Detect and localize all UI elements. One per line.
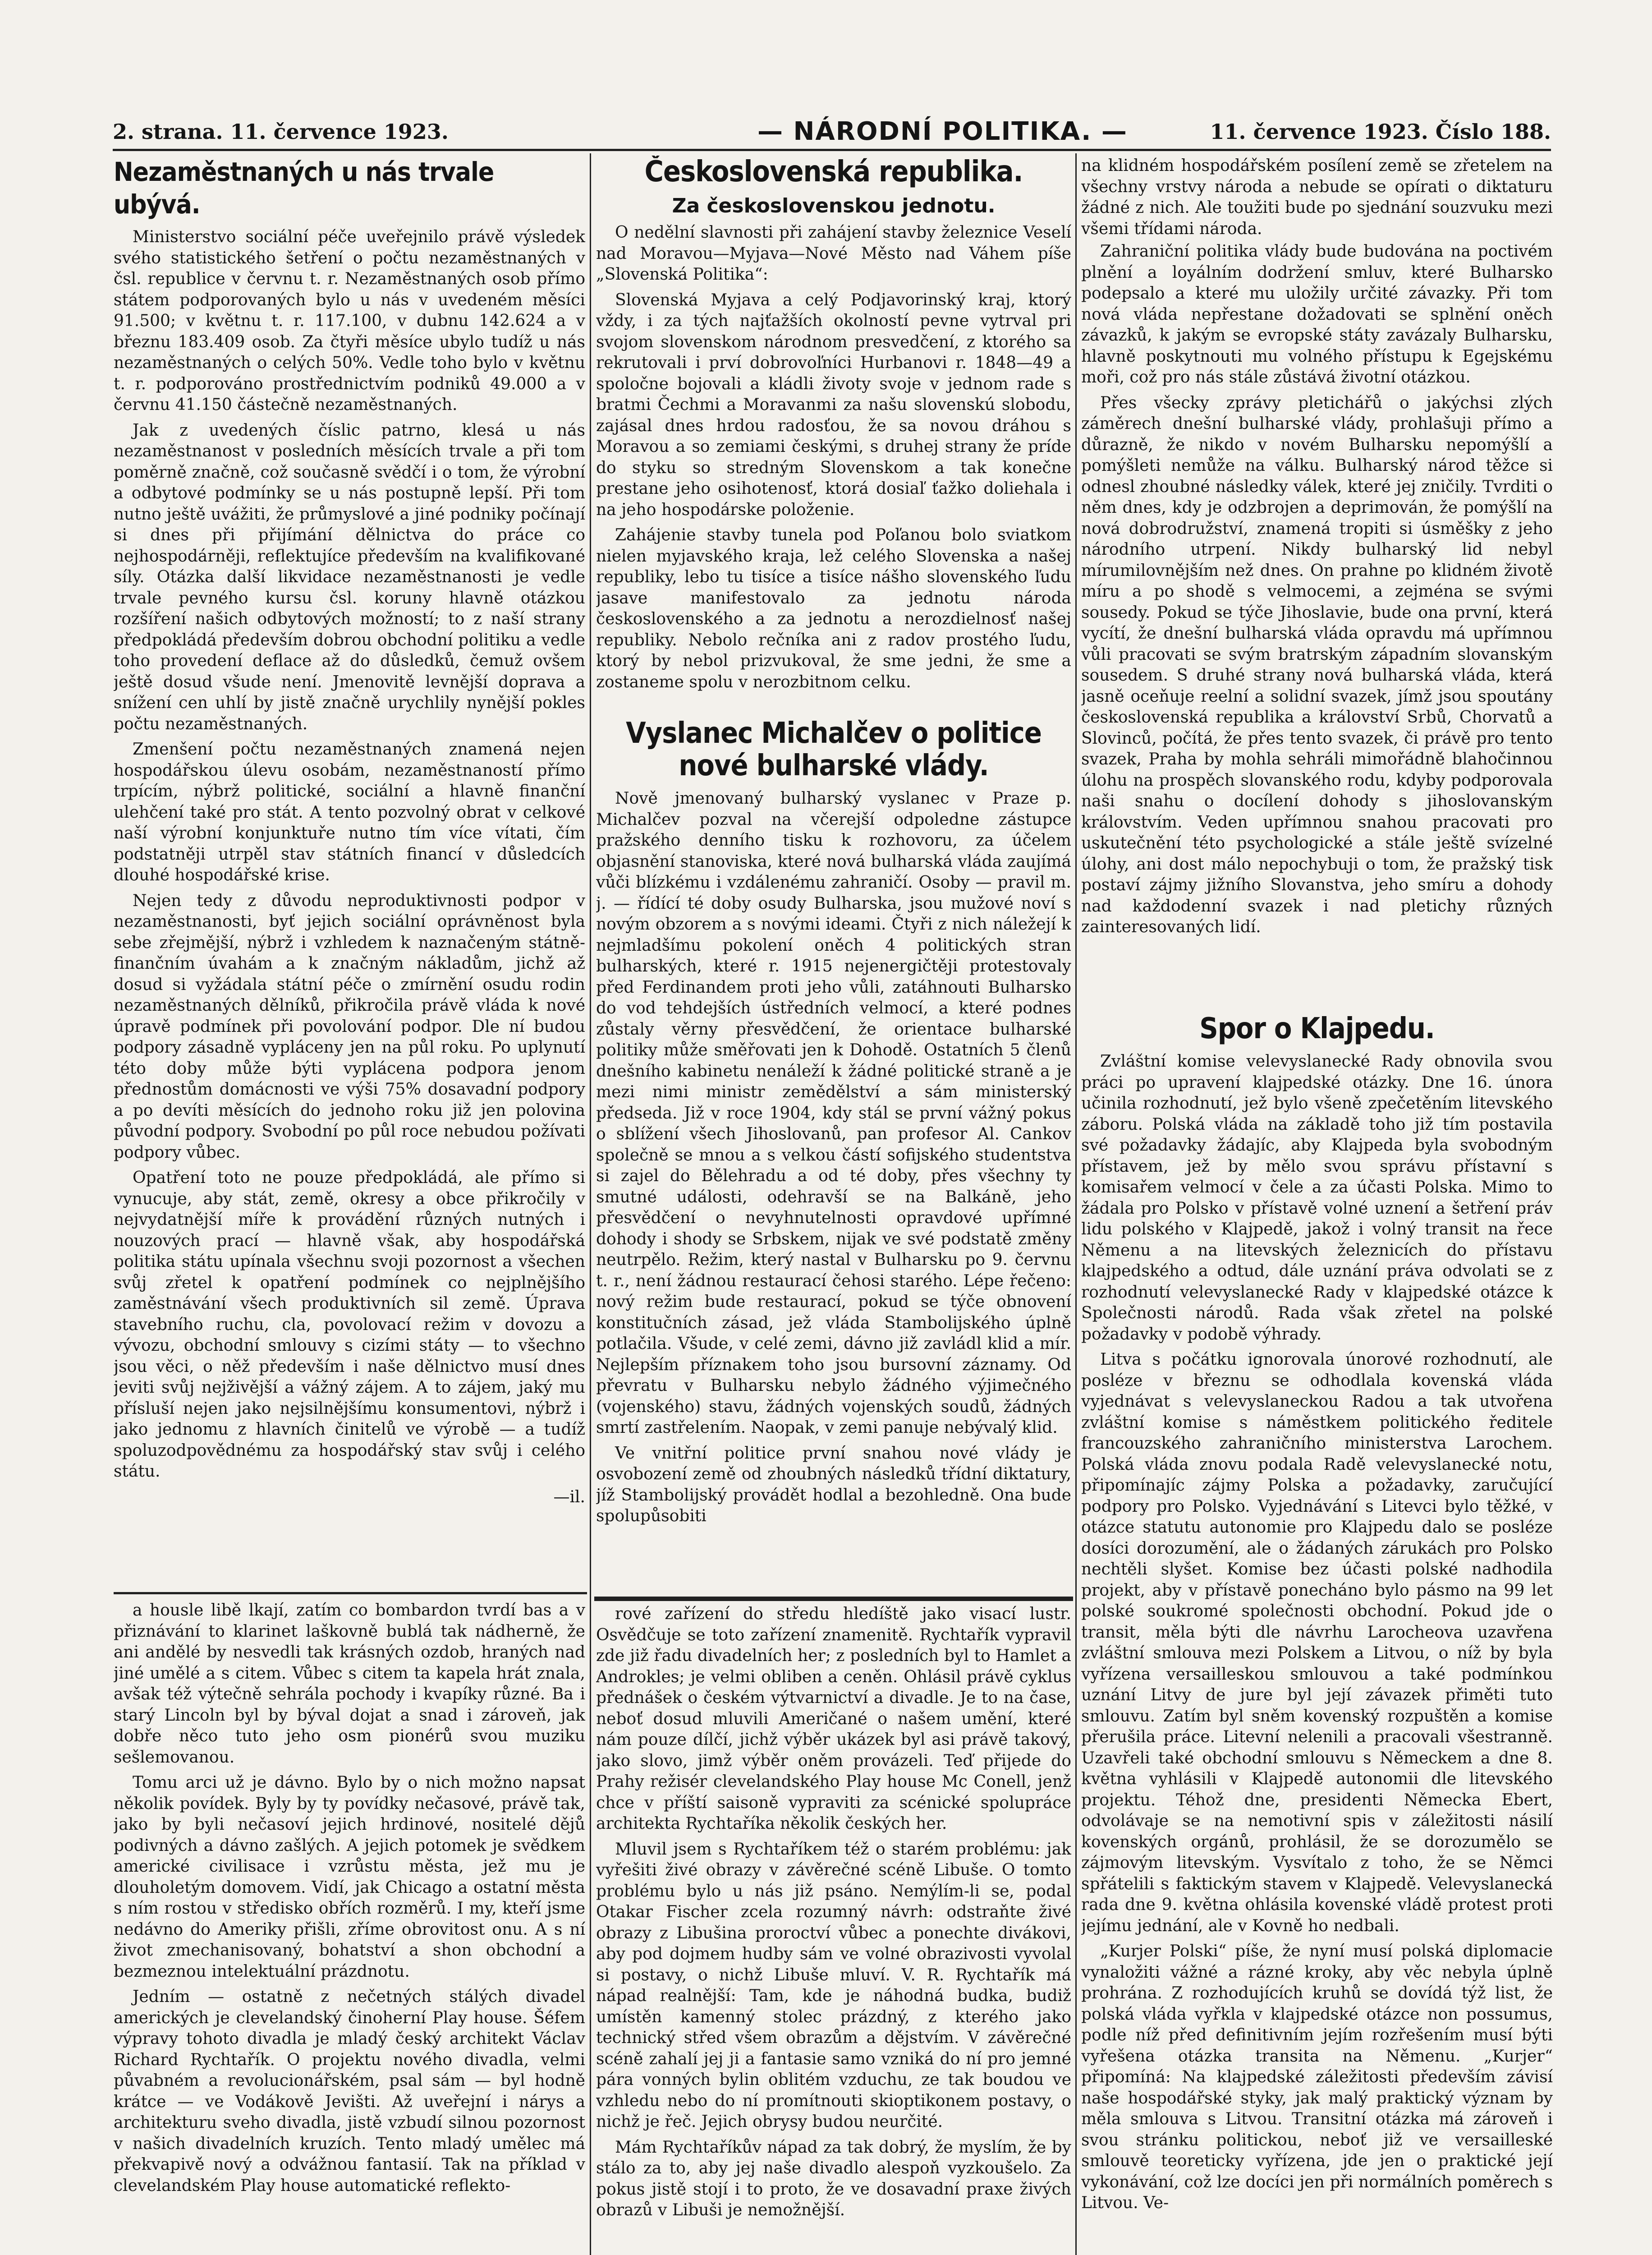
feuilleton-rule-middle bbox=[594, 1597, 1073, 1601]
article-czechoslovak-republic bbox=[596, 156, 1071, 710]
article-title: Spor o Klajpedu. bbox=[1199, 1012, 1435, 1045]
article-paragraph: Zmenšení počtu nezaměstnaných znamená nejen hospodářskou úlevu osobám, nezaměstnaností přímo trpícím, nýbrž politické, sociální a hlavně finanční ulehčení také pro stát. A tento pozvolný obrat v celkové naší výrobní konjunktuře nutno tím více vítati, čím podstatněji utrpěl stav státních financí v důsledcích dlouhé hospodářské krise. bbox=[114, 740, 585, 884]
article-paragraph: Zahájenie stavby tunela pod Poľanou bolo sviatkom nielen myjavského kraja, lež celého Slovenska a našej republiky, lebo tu tisíce a tisíce nášho slovenského ľudu jasave manifestovalo za jednotu národa československého a za jednotu a nerozdielnosť našej republiky. Nebolo rečníka ani z radov prostého ľudu, ktorý by nebol prizvukoval, že sme jedni, že sme a zostaneme spolu v nerozbitnom celku. bbox=[596, 526, 1071, 691]
article-paragraph: „Kurjer Polski“ píše, že nyní musí polská diplomacie vynaložiti vážné a rázné kroky, aby věc nebyla úplně prohrána. Z rozhodujících kruhů se dovídá týž list, že polská vláda vyřkla v klajpedské otázce non possumus, podle níž před definitivním jejím rozřešením musí býti vyřešena otázka transita na Němenu. „Kurjer“ připomíná: Na klajpedské záležitosti především závisí naše hospodářské styky, jak malý praktický význam by měla smlouva s Litvou. Transitní otázka má zároveň i svou stránku politickou, neboť již ve versailleské smlouvě teoreticky vyřízena, jde jen o praktické její vykonávání, což lze docíci jen při normálních poměrech s Litvou. Ve- bbox=[1081, 1942, 1553, 2212]
header-rule bbox=[113, 149, 1551, 151]
article-title: Vyslanec Michalčev o politice nové bulharské vlády. bbox=[626, 717, 1042, 782]
article-paragraph: Zvláštní komise velevyslanecké Rady obnovila svou práci po upravení klajpedské otázky. Dne 16. února učinila rozhodnutí, jež bylo všeně zpečetěním litevského záboru. Polská vláda na základě toho již tím postavila své požadavky žádajíc, aby Klajpeda byla svobodným přístavem, jež by mělo svou správu přístavní s komisařem velmocí v čele a za účasti Polska. Mimo to žádala pro Polsko v přístavě volné uznení a šetření práv lidu polského v Klajpedě, jakož i volný transit na řece Němenu a na litevských železnicích do přístavu klajpedského a odtud, dále uznání práva odvolati se z rozhodnutí velevyslanecké Rady v klajpedské otázce k Společnosti národů. Rada však zřetel na polské požadavky v podobě výhrady. bbox=[1081, 1052, 1553, 1344]
feuilleton-paragraph: a housle libě lkají, zatím co bombardon tvrdí bas a v přiznávání to klarinet laškovně bublá tak nádherně, že ani andělé by nesvedli tak krásných ozdob, hraných nad jiné umělé a s citem. Vůbec s citem ta kapela hrát znala, avšak též výtečně sehrála pochody i kvapíky různé. Ba i starý Lincoln byl by býval dojat a snad i zároveň, jak dobře něco tuto jeho osm pionérů svou muziku sešlemovanou. bbox=[114, 1601, 585, 1767]
article-paragraph: Ve vnitřní politice první snahou nové vlády je osvobození země od zhoubných následků třídní diktatury, jíž Stambolijský provádět hodlal a bezohledně. Ona bude spolupůsobiti bbox=[596, 1444, 1071, 1525]
page-header bbox=[113, 115, 1551, 151]
article-paragraph: Jak z uvedených číslic patrno, klesá u nás nezaměstnanost v posledních měsících trvale a při tom poměrně značně, což současně svědčí i o tom, že výrobní a odbytové podmínky se u nás postupně lepší. Při tom nutno ještě uvážiti, že průmyslové a jiné podniky počínají si dnes při přijímání dělnictva do práce co nejhospodárněji, reflektujíce především na kvalifikované síly. Otázka další likvidace nezaměstnanosti je vedle trvale pevného kursu čsl. koruny hlavně otázkou rozšíření našich odbytových možností; to z naší strany předpokládá především dobrou obchodní politiku a vedle toho provedení deflace až do důsledků, čemuž ovšem ještě dosud všude není. Jmenovitě levnější doprava a snížení cen uhlí by jistě značně urychlily nynější pokles počtu nezaměstnaných. bbox=[114, 421, 585, 733]
column-divider-right bbox=[1075, 153, 1077, 2255]
article-paragraph: Litva s počátku ignorovala únorové rozhodnutí, ale posléze v březnu se odhodlala kovenská vláda vyjednávat s velevyslaneckou Radou a tak utvořena zvláštní komise s náměstkem politického ředitele francouzského zahraničního ministerstva Larochem. Polská vláda znovu podala Radě velevyslanecké notu, připomínajíc zájmy Polska a požadavky, zaručující podpory pro Polsko. Vyjednávání s Litevci bylo těžké, v otázce statutu autonomie pro Klajpedu dalo se posléze dosíci dorozumění, ale o žádaných zárukách pro Polsko nechtěli slyšet. Komise bez účasti polské nadhodila projekt, aby v přístavě ponecháno bylo pásmo na 99 let polské soukromé společnosti obchodní. Pokud jde o transit, měla býti dle návrhu Larocheova uzavřena zvláštní smlouva mezi Polskem a Litvou, o níž by byla vyřízena versailleskou smlouvou a také podmínkou uznání Litvy de jure byl její závazek přiměti tuto smlouvu. Zatím byl sněm kovenský rozpuštěn a komise přerušila práce. Litevní nelenili a pracovali všestranně. Uzavřeli také obchodní smlouvu s Německem a dne 8. května vyhlásili v Klajpedě autonomii dle litevského projektu. Téhož dne, presidenti Německa Ebert, odvolávaje se na nemotivní spis v záležitosti násilí kovenských orgánů, prohlásil, že se dorozumělo se zájmovým litevským. Vysvítalo z toho, že se Němci spřátelili s faktickým stavem v Klajpedě. Velevyslanecká rada dne 9. května ohlásila kovenské vládě protest proti jejímu jednání, ale v Kovně ho nedbali. bbox=[1081, 1350, 1553, 1935]
article-paragraph: Opatření toto ne pouze předpokládá, ale přímo si vynucuje, aby stát, země, okresy a obce přikročily v nejvydatnější míře k provádění různých nutných i nouzových prací — hlavně však, aby hospodářská politika státu upínala všechnu svoji pozornost a všechen svůj zřetel k opatření podmínek co nejplnějšího zaměstnávání všech produktivních sil země. Úprava stavebního ruchu, cla, povolovací režim v dovozu a vývozu, obchodní smlouvy s cizími státy — to všechno jsou věci, o něž především i naše dělnictvo musí dnes jeviti svůj nejživější a vážný zájem. A to zájem, jaký mu přísluší nejen jako nejsilnějšímu konsumentovi, nýbrž i jako jednomu z hlavních činitelů ve výrobě — a tudíž spoluzodpovědnému za hospodářský stav svůj i celého státu. bbox=[114, 1169, 585, 1481]
feuilleton-rule-left bbox=[114, 1592, 587, 1594]
feuilleton-part-1 bbox=[114, 1600, 585, 2255]
article-paragraph: Slovenská Myjava a celý Podjavorinský kraj, ktorý vždy, i za tých najťažších okolností pevne vytrval pri svojom slovenskom národnom presvedčení, z ktorého sa rekrutovali i prví dobrovoľníci Hurbanovi r. 1848—49 a spoločne bojovali a kládli životy svoje v jednom rade s bratmi Čechmi a Moravanmi za našu slovenskú slobodu, zajásal dnes hrdou radosťou, že sa novou dráhou s Moravou a so zemiami českými, s druhej strany že príde do styku so stredným Slovenskom a tak konečne prestane jeho osihotenosť, ktorá dosiaľ ťažko doliehala i na jeho hospodárske položenie. bbox=[596, 290, 1071, 519]
article-paragraph: O nedělní slavnosti při zahájení stavby železnice Veselí nad Moravou—Myjava—Nové Město nad Váhem píše „Slovenská Politika“: bbox=[596, 223, 1071, 284]
section-title: Československá republika. bbox=[644, 156, 1023, 189]
article-paragraph: Přes všecky zprávy pletichářů o jakýchsi zlých záměrech dnešní bulharské vlády, prohlašuji přímo a důrazně, že nikdo v novém Bulharsku nepomýšlí a pomýšleti nemůže na válku. Bulharský národ těžce si odnesl zhoubné následky válek, které jej zničily. Tvrditi o něm dnes, kdy je odzbrojen a deprimován, že pomýšlí na nová dobrodružství, znamená tropiti si úsměšky z jeho národního utrpení. Nikdy bulharský lid nebyl mírumilovnějším než dnes. On prahne po klidném životě míru a po shodě s velmocemi, a zejména se svými sousedy. Pokud se týče Jihoslavie, bude ona první, která vycítí, že dnešní bulharská vláda opravdu má upřímnou vůli pracovati se svým bratrským západním slovanským sousedem. S druhé strany nová bulharská vláda, která jasně oceňuje reelní a solidní svazek, jímž jsou spoutány československá republika a království Srbů, Chorvatů a Slovinců, počítá, že přes tento svazek, či právě pro tento svazek, Praha by mohla sehráli mimořádně blahočinnou úlohu na prospěch slovanského rodu, kdyby podporovala naši snahu o docílení dohody s jihoslovanským královstvím. Veden upřímnou snahou pracovati pro uskutečnění této psychologické a stále ještě svízelné úlohy, ani dost málo nepochybuji o tom, že pražský tisk postaví zájmy jižního Slovanstva, jeho smíru a dohody nad každodenní svazek i nad pletichy různých zainteresovaných lidí. bbox=[1081, 393, 1553, 936]
feuilleton-paragraph: Jedním — ostatně z nečetných stálých divadel amerických je clevelandský činoherní Play house. Šéfem výpravy tohoto divadla je mladý český architekt Václav Richard Rychtařík. O projektu nového divadla, velmi půvabném a revolucionářském, psal sám — byl hodně krátce — ve Vodákově Jevišti. Až uveřejní i nárys a architekturu sveho divadla, jistě vzbudí silnou pozornost v našich divadelních kruzích. Tento mladý umělec má překvapivě nový a odvážnou fantasií. Tak na příklad v clevelandském Play house automatické reflekto- bbox=[114, 1988, 585, 2195]
article-signature: —il. bbox=[553, 1487, 585, 1506]
header-issue-number: 11. července 1923. Číslo 188. bbox=[1210, 120, 1551, 144]
article-paragraph: Nejen tedy z důvodu neproduktivnosti podpor v nezaměstnanosti, byť jejich sociální oprávněnost byla sebe zřejmější, nýbrž i vzhledem k naznačeným státně-finančním úvahám a k značným nákladům, jichž až dosud si vyžádala státní péče o zmírnění osudu rodin nezaměstnaných dělníků, přikročila právě vláda k nové úpravě podmínek při povolování podpor. Dle ní budou podpory zásadně vypláceny jen na půl roku. Po uplynutí této doby může býti vyplácena podpora jenom přednostům domácnosti ve výši 75% dosavadní podpory a po devíti měsících do jednoho roku již jen polovina původní podpory. Svobodní po půl roce nebudou požívati podpory vůbec. bbox=[114, 891, 585, 1162]
article-michalcev-continued bbox=[1081, 156, 1553, 1006]
article-title: Nezaměstnaných u nás trvale ubývá. bbox=[114, 156, 494, 220]
article-paragraph: Nově jmenovaný bulharský vyslanec v Praze p. Michalčev pozval na včerejší odpoledne zástupce pražského denního tisku k rozhovoru, za účelem objasnění stanoviska, které nová bulharská vláda zaujímá vůči blízkému i vzdálenému zahraničí. Osoby — pravil m. j. — řídící té doby osudy Bulharska, jsou mužové noví s novým obzorem a s novými ideami. Čtyři z nich náležejí k nejmladšímu pokolení oněch 4 politických stran bulharských, které r. 1915 nejenergičtěji protestovaly před Ferdinandem proti jeho vůli, zatáhnouti Bulharsko do vod tehdejších ústředních velmocí, a které podnes zůstaly věrny přesvědčení, že orientace bulharské politiky může směřovati jen k Dohodě. Ostatních 5 členů dnešního kabinetu nenáleží k žádné politické straně a je mezi nimi ministr zemědělství a sám ministerský předseda. Již v roce 1904, kdy stál se první vážný pokus o sblížení všech Jihoslovanů, pan profesor Al. Cankov společně se mnou a s velkou částí sofijského studentstva si zajel do Bělehradu a od té doby, přes všechny ty smutné události, odehravší se na Balkáně, jeho přesvědčení o nevyhnutelnosti opravdové upřímné dohody i shody se Srbskem, nijak ve své podstatě změny neutrpělo. Režim, který nastal v Bulharsku po 9. červnu t. r., není žádnou restaurací čehosi starého. Lépe řečeno: nový režim bude restaurací, pokud se týče obnovení konstitučních zásad, jež vláda Stambolijského úplně potlačila. Všude, v celé zemi, dávno již zavládl klid a mír. Nejlepším příznakem toho jsou bursovní záznamy. Od převratu v Bulharsku nebylo žádného výjimečného (vojenského) stavu, žádných vojenských soudů, žádných smrtí zastřelením. Naopak, v zemi panuje nebývalý klid. bbox=[596, 789, 1071, 1437]
feuilleton-paragraph: rové zařízení do středu hledíště jako visací lustr. Osvědčuje se toto zařízení znamenitě. Rychtařík vypravil zde již řadu divadelních her; z posledních byl to Hamlet a Androkles; je velmi obliben a ceněn. Ohlásil právě cyklus přednášek o českém výtvarnictví a divadle. Je to na čase, neboť dosud mluvili Američané o našem umění, které nám pouze dílčí, jichž výběr ukázek byl asi právě takový, jako slovo, jimž výběr oněm provázeli. Teď přijede do Prahy režisér clevelandského Play house Mc Conell, jenž chce v příští saisoně vypraviti za scénické spolupráce architekta Rychtaříka několik českých her. bbox=[596, 1605, 1071, 1833]
article-paragraph: Ministerstvo sociální péče uveřejnilo právě výsledek svého statistického šetření o počtu nezaměstnaných v čsl. republice v červnu t. r. Nezaměstnaných osob přímo státem podporovaných bylo u nás v uvedeném měsíci 91.500; v květnu t. r. 117.100, v dubnu 142.624 a v březnu 183.409 osob. Za čtyři měsíce ubylo tudíž u nás nezaměstnaných o celých 50%. Vedle toho bylo v květnu t. r. podporováno prostřednictvím podniků 49.000 a v červnu 41.150 částečně nezaměstnaných. bbox=[114, 228, 585, 414]
feuilleton-paragraph: Mluvil jsem s Rychtaříkem též o starém problému: jak vyřešiti živé obrazy v závěrečné scéně Libuše. O tomto problému bylo u nás již psáno. Nemýlím-li se, podal Otakar Fischer zcela rozumný návrh: odstraňte živé obrazy z Libušina proroctví vůbec a ponechte divákovi, aby pod dojmem hudby sám ve volné obrazivosti vyvolal si postavy, o nichž Libuše mluví. V. R. Rychtařík má nápad realnější: Tam, kde je náhodná budka, budiž umístěn kamenný stolec prázdný, z kterého jako technický střed všem obrazům a dějstvím. V závěrečné scéně zahalí jej ji a fantasie samo vzniká do ní pro jemné pára vonných bylin oblitém vzduchu, ze tak boudou ve vzhledu nebo do ní promítnouti skioptikonem postavy, o nichž je řeč. Jejich obrysy budou neurčité. bbox=[596, 1840, 1071, 2131]
article-michalcev bbox=[596, 717, 1071, 1594]
header-page-date: 2. strana. 11. července 1923. bbox=[113, 120, 449, 144]
article-subtitle: Za československou jednotu. bbox=[672, 194, 996, 217]
article-paragraph: na klidném hospodářském posílení země se zřetelem na všechny vrstvy národa a nebude se opírati o diktaturu žádné z nich. Ale toužiti bude po sjednání souzvuku mezi všemi třídami národa. bbox=[1081, 156, 1553, 238]
article-unemployment bbox=[114, 156, 585, 1588]
feuilleton-paragraph: Mám Rychtaříkův nápad za tak dobrý, že myslím, že by stálo za to, aby jej naše divadlo alespoň vyzkoušelo. Za pokus jistě stojí i to proto, že ve dosavadní praxe živých obrazů v Libuši je nemožnější. bbox=[596, 2138, 1071, 2219]
column-divider-left bbox=[590, 153, 591, 2255]
feuilleton-part-2 bbox=[596, 1604, 1071, 2255]
newspaper-name: — NÁRODNÍ POLITIKA. — bbox=[757, 117, 1128, 146]
article-paragraph: Zahraniční politika vlády bude budována na poctivém plnění a loyálním dodržení smluv, které Bulharsko podepsalo a které mu uložily určité závazky. Při tom nová vláda nepřestane dožadovati se splnění oněch závazků, k jakým se evropské státy zavázaly Bulharsku, hlavně poskytnouti mu volného přístupu k Egejskému moři, což pro nás stále zůstává životní otázkou. bbox=[1081, 242, 1553, 387]
article-klajpeda bbox=[1081, 1012, 1553, 2255]
feuilleton-paragraph: Tomu arci už je dávno. Bylo by o nich možno napsat několik povídek. Byly by ty povídky nečasové, právě tak, jako by byli nečasoví jejich hrdinové, nositelé dějů podivných a dávno zašlých. A jejich potomek je svědkem americké civilisace i vzrůstu města, jež mu je dlouholetým domovem. Vidí, jak Chicago a ostatní města s ním rostou v středisko obřích rozměrů. I my, kteří jsme nedávno do Ameriky přišli, zříme obrovitost onu. A s ní život zmechanisovaný, bohatství a shon obchodní a bezmeznou intelektuální prázdnotu. bbox=[114, 1773, 585, 1981]
